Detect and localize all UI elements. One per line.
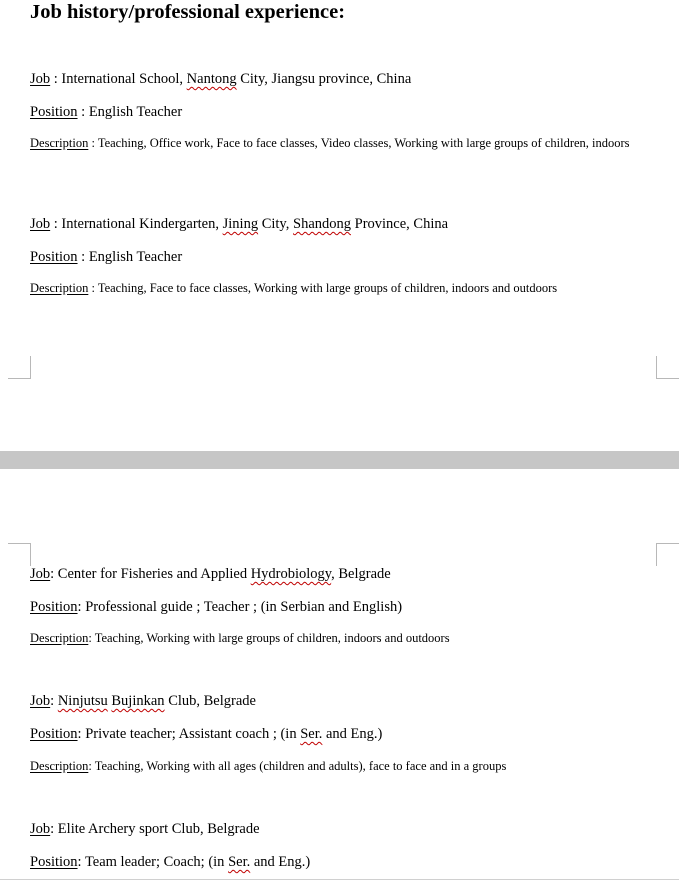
- job-label: Job: [30, 693, 51, 709]
- position-label: Position: [30, 726, 78, 742]
- spellcheck-word[interactable]: Jining: [222, 216, 259, 232]
- job-label: Job: [30, 821, 51, 837]
- description-label: Description: [30, 631, 89, 645]
- margin-corner-marker: [8, 356, 31, 379]
- description-value: Teaching, Working with all ages (children and adults), face to face and in a groups: [94, 759, 507, 773]
- margin-corner-marker: [656, 356, 679, 379]
- margin-corner-marker: [8, 543, 31, 566]
- margin-corner-marker: [656, 543, 679, 566]
- description-value: Teaching, Office work, Face to face classes, Video classes, Working with large groups of children, indoors: [97, 136, 630, 150]
- job-label: Job: [30, 71, 51, 87]
- spellcheck-word[interactable]: Ninjutsu: [57, 693, 108, 709]
- page-separator: [0, 451, 679, 469]
- spellcheck-word[interactable]: Bujinkan: [111, 693, 165, 709]
- job-line: Job : International School, Nantong City, Jiangsu province, China: [30, 71, 412, 87]
- description-label: Description: [30, 759, 89, 773]
- job-line: Job: Center for Fisheries and Applied Hydrobiology, Belgrade: [30, 566, 391, 582]
- description-label: Description: [30, 136, 89, 150]
- description-line: Description : Teaching, Face to face classes, Working with large groups of children, indoors and outdoors: [30, 281, 558, 295]
- spellcheck-word[interactable]: Ser.: [300, 726, 323, 742]
- description-value: Teaching, Working with large groups of children, indoors and outdoors: [94, 631, 450, 645]
- spellcheck-word[interactable]: Nantong: [186, 71, 237, 87]
- position-line: Position: Professional guide ; Teacher ; (in Serbian and English): [30, 599, 403, 615]
- position-value: English Teacher: [88, 249, 183, 265]
- section-heading: Job history/professional experience:: [30, 1, 346, 23]
- position-label: Position: [30, 854, 78, 870]
- job-line: Job: Ninjutsu Bujinkan Club, Belgrade: [30, 693, 256, 709]
- description-label: Description: [30, 281, 89, 295]
- spellcheck-word[interactable]: Ser.: [228, 854, 251, 870]
- position-value: English Teacher: [88, 104, 183, 120]
- job-label: Job: [30, 216, 51, 232]
- job-label: Job: [30, 566, 51, 582]
- spellcheck-word[interactable]: Hydrobiology: [250, 566, 332, 582]
- spellcheck-word[interactable]: Shandong: [293, 216, 351, 232]
- job-line: Job : International Kindergarten, Jining City, Shandong Province, China: [30, 216, 449, 232]
- description-line: Description : Teaching, Office work, Face to face classes, Video classes, Working with large groups of children, indoors: [30, 136, 630, 150]
- description-line: Description: Teaching, Working with all ages (children and adults), face to face and in a groups: [30, 759, 507, 773]
- position-label: Position: [30, 104, 78, 120]
- job-line: Job: Elite Archery sport Club, Belgrade: [30, 821, 260, 837]
- position-line: Position : English Teacher: [30, 104, 183, 120]
- position-label: Position: [30, 249, 78, 265]
- position-line: Position: Private teacher; Assistant coach ; (in Ser. and Eng.): [30, 726, 383, 742]
- bottom-edge-line: [0, 879, 679, 880]
- position-line: Position: Team leader; Coach; (in Ser. and Eng.): [30, 854, 311, 870]
- description-value: Teaching, Face to face classes, Working with large groups of children, indoors and outdoors: [97, 281, 558, 295]
- position-value: Professional guide ; Teacher ; (in Serbian and English): [85, 599, 403, 615]
- position-line: Position : English Teacher: [30, 249, 183, 265]
- position-label: Position: [30, 599, 78, 615]
- description-line: Description: Teaching, Working with large groups of children, indoors and outdoors: [30, 631, 450, 645]
